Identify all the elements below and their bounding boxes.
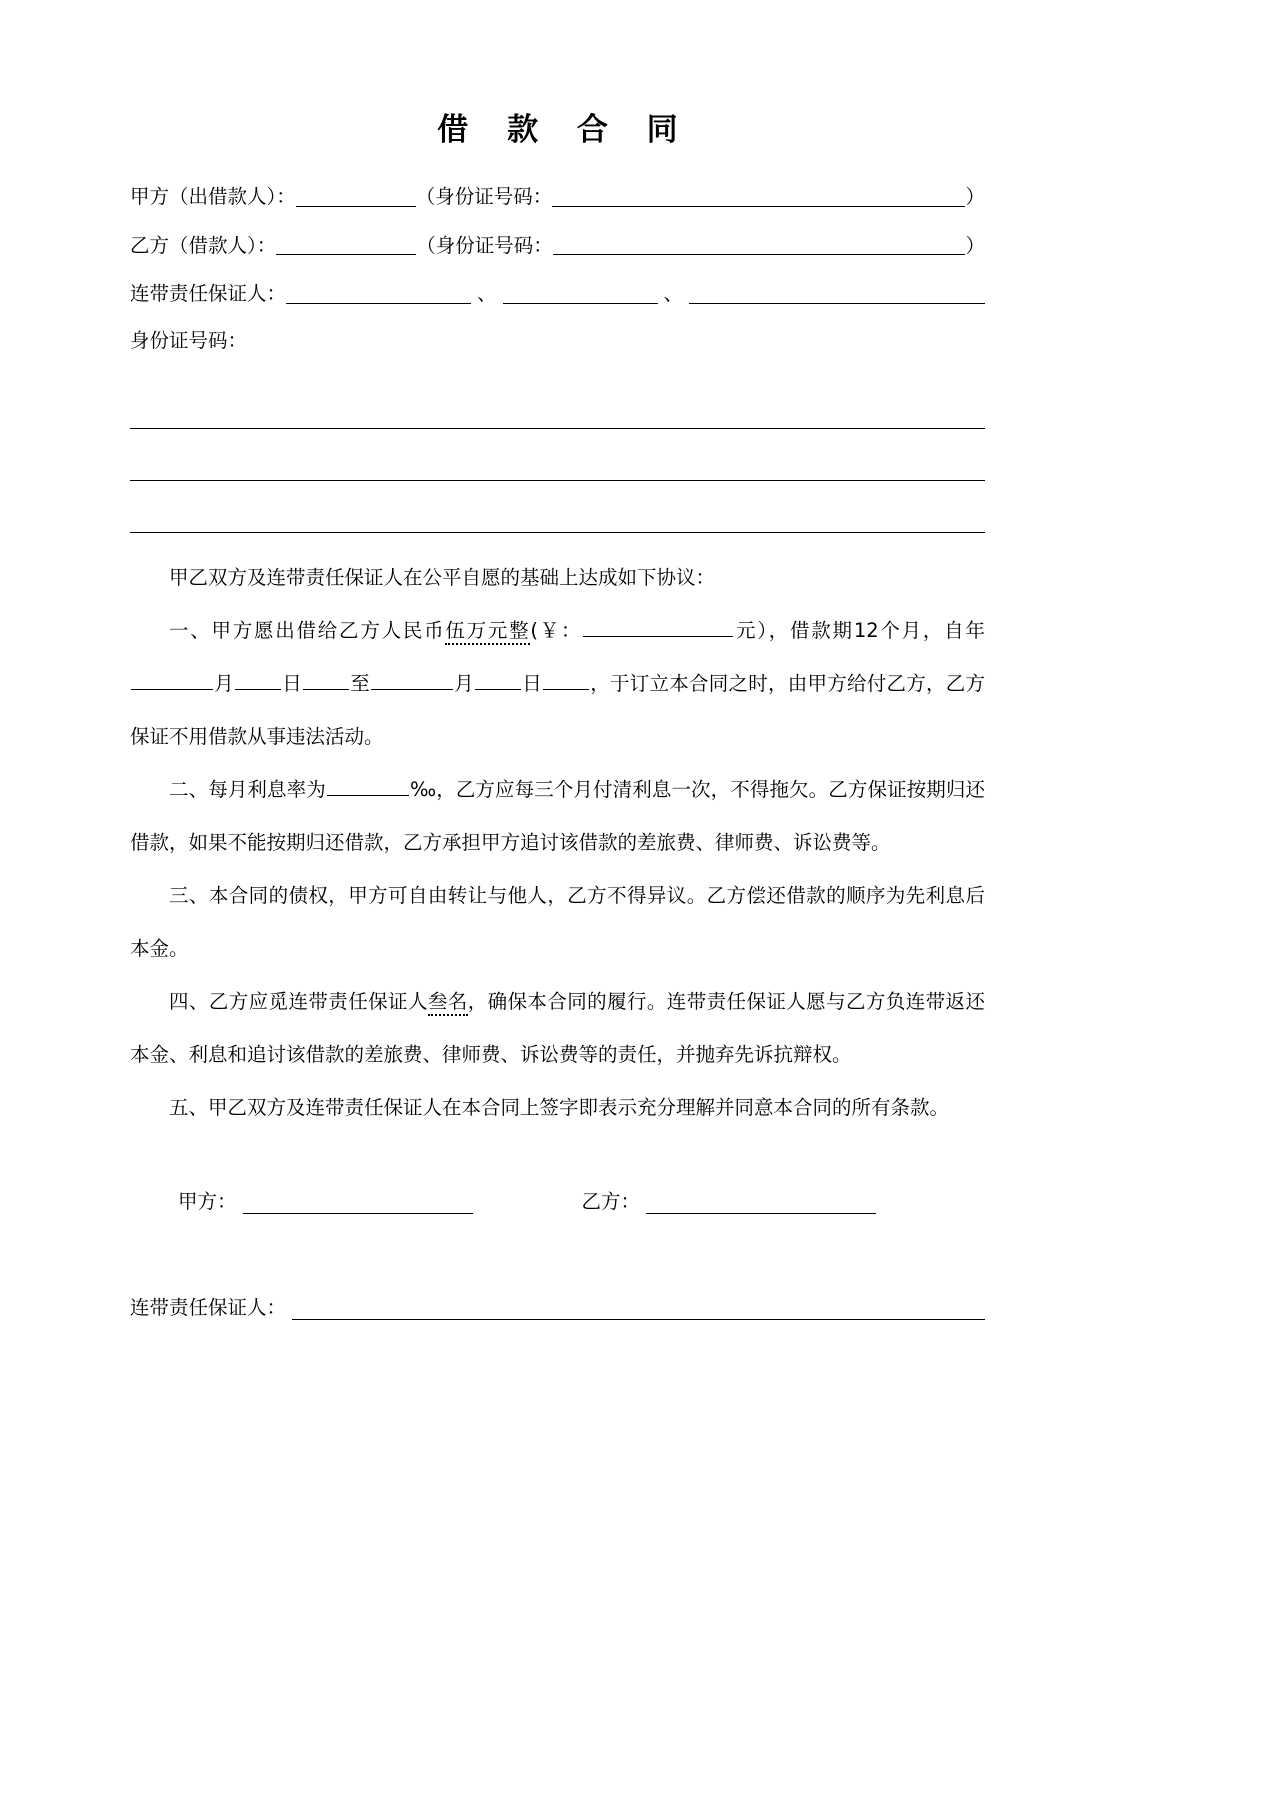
party-b-name-field[interactable] — [276, 234, 416, 255]
party-a-row — [130, 185, 985, 209]
clause-four-seg2: ，确保本合同的履行。连带责任保证人愿与乙方负连带返还本金、利息和追讨该借款的差旅费、律师费、诉讼费等的责任，并抛弃先诉抗辩权。 — [130, 990, 985, 1067]
guarantor-row — [130, 282, 985, 306]
permille-symbol: ‰ — [409, 778, 437, 802]
guarantor-separator-2: 、 — [663, 282, 684, 306]
page-title: 借 款 合 同 — [437, 112, 692, 148]
guarantor-count-chinese[interactable]: 叁名 — [428, 990, 468, 1016]
loan-term-months: 12 — [853, 619, 879, 643]
clause-four-number: 四、 — [169, 990, 209, 1014]
preamble-text: 甲乙双方及连带责任保证人在公平自愿的基础上达成如下协议： — [169, 566, 716, 590]
signature-party-a-label: 甲方： — [178, 1190, 237, 1214]
clause-one-seg3: ），借款期 — [757, 619, 854, 643]
signature-guarantor-label: 连带责任保证人： — [130, 1296, 287, 1320]
signature-section — [130, 1186, 985, 1320]
party-a-name-field[interactable] — [296, 185, 416, 206]
clause-five — [130, 1081, 985, 1134]
guarantor-id-field-3[interactable] — [130, 481, 985, 533]
party-a-id-field[interactable] — [552, 185, 965, 206]
clause-one-number: 一、 — [169, 619, 212, 643]
loan-amount-chinese[interactable]: 伍万元整 — [445, 619, 530, 645]
end-day-field[interactable] — [543, 670, 589, 691]
party-b-id-label: （身份证号码： — [416, 233, 553, 257]
guarantor-id-label: 身份证号码： — [130, 328, 248, 352]
signature-row-guarantor — [130, 1292, 985, 1320]
party-b-label: 乙方（借款人）： — [130, 233, 277, 257]
clause-one-seg7: 至 — [350, 672, 370, 696]
guarantor-id-field-2[interactable] — [130, 429, 985, 481]
party-b-close-paren: ） — [965, 233, 985, 257]
clause-one — [130, 604, 985, 763]
clause-three-text: 本合同的债权，甲方可自由转让与他人，乙方不得异议。乙方偿还借款的顺序为先利息后本金。 — [130, 884, 985, 961]
guarantor-field-3[interactable] — [689, 282, 985, 303]
guarantor-id-row — [130, 328, 985, 352]
clause-four — [130, 975, 985, 1081]
party-a-label: 甲方（出借款人）： — [130, 185, 296, 209]
signature-row-parties — [130, 1186, 985, 1214]
start-month-field[interactable] — [235, 670, 281, 691]
signature-party-b-field[interactable] — [646, 1193, 876, 1214]
clause-three — [130, 869, 985, 975]
document-sheet — [130, 0, 985, 1320]
clause-one-seg10: ，于订立本合同之时，由甲方给付乙方，乙方保证不用借款从事违法活动。 — [130, 672, 985, 749]
party-a-close-paren: ） — [965, 185, 985, 209]
party-a-id-label: （身份证号码： — [415, 185, 553, 209]
clause-one-unit: 元 — [734, 619, 758, 643]
end-month-field[interactable] — [475, 670, 521, 691]
signature-party-a-field[interactable] — [243, 1193, 473, 1214]
signature-party-b-label: 乙方： — [581, 1190, 641, 1214]
clause-two-number: 二、 — [169, 778, 209, 802]
party-b-id-field[interactable] — [553, 234, 966, 255]
clause-one-seg9: 日 — [522, 672, 542, 696]
contract-body — [130, 551, 985, 1134]
guarantor-id-field-1[interactable] — [130, 377, 985, 429]
signature-guarantor-field[interactable] — [292, 1299, 985, 1320]
clause-two-seg2: ，乙方应每三个月付清利息一次，不得拖欠。乙方保证按期归还借款，如果不能按期归还借款，乙方承担甲方追讨该借款的差旅费、律师费、诉讼费等。 — [130, 778, 985, 855]
clause-five-number: 五、 — [169, 1096, 209, 1120]
guarantor-field-1[interactable] — [286, 282, 471, 303]
signature-party-b — [582, 1186, 986, 1214]
start-day-field[interactable] — [303, 670, 349, 691]
guarantor-label: 连带责任保证人： — [130, 282, 287, 306]
guarantor-field-2[interactable] — [503, 282, 658, 303]
clause-one-seg5: 月 — [214, 672, 234, 696]
clause-one-seg6: 日 — [282, 672, 302, 696]
clause-one-seg8: 月 — [454, 672, 474, 696]
clause-three-number: 三、 — [169, 884, 209, 908]
clause-one-seg2: (￥： — [530, 619, 583, 643]
start-year-field[interactable] — [131, 670, 213, 691]
clause-one-seg1: 甲方愿出借给乙方人民币 — [211, 619, 446, 643]
signature-party-a — [130, 1186, 582, 1214]
guarantor-separator-1: 、 — [477, 282, 497, 306]
party-b-row — [130, 234, 985, 255]
loan-amount-numeric-field[interactable] — [583, 617, 733, 638]
clause-four-seg1: 乙方应觅连带责任保证人 — [208, 990, 428, 1014]
clause-two — [130, 763, 985, 869]
clause-one-seg4: 个月，自年 — [878, 619, 985, 643]
parties-section — [130, 185, 985, 533]
clause-two-seg1: 每月利息率为 — [208, 778, 326, 802]
interest-rate-field[interactable] — [327, 776, 409, 797]
preamble-paragraph — [130, 551, 985, 604]
clause-five-text: 甲乙双方及连带责任保证人在本合同上签字即表示充分理解并同意本合同的所有条款。 — [208, 1096, 950, 1120]
end-year-field[interactable] — [371, 670, 453, 691]
